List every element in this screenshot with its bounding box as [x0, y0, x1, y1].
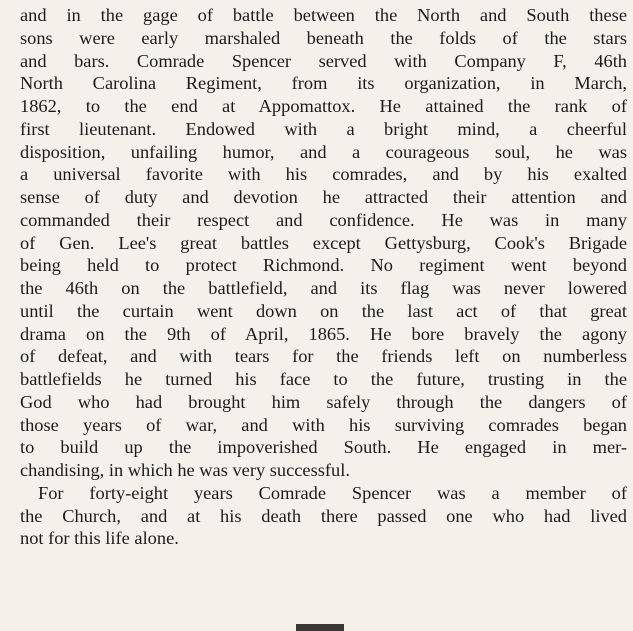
text-line: not for this life alone.: [20, 528, 179, 549]
text-line: to build up the impoverished South. He engaged in mer-: [20, 437, 627, 458]
text-line: those years of war, and with his surviving comrades began: [20, 414, 627, 435]
text-line: God who had brought him safely through the dangers of: [20, 391, 627, 412]
text-line: chandising, in which he was very successful.: [20, 460, 350, 480]
text-line: commanded their respect and confidence. He was in many: [20, 209, 627, 230]
text-line: sons were early marshaled beneath the folds of the stars: [20, 27, 627, 48]
text-line: until the curtain went down on the last act of that great: [20, 300, 627, 321]
text-line: first lieutenant. Endowed with a bright mind, a cheerful: [20, 118, 627, 139]
section-divider-ornament: [296, 624, 344, 631]
text-line: of Gen. Lee's great battles except Gettysburg, Cook's Brigade: [20, 232, 627, 253]
text-line: being held to protect Richmond. No regiment went beyond: [20, 255, 627, 276]
text-line: of defeat, and with tears for the friends left on numberless: [20, 346, 627, 367]
text-line: the 46th on the battlefield, and its flag was never lowered: [20, 278, 627, 298]
text-line: and bars. Comrade Spencer served with Company F, 46th: [20, 50, 627, 71]
text-line: the Church, and at his death there passed one who had lived: [20, 505, 627, 526]
text-line: and in the gage of battle between the North and South these: [20, 5, 627, 25]
text-line: For forty-eight years Comrade Spencer was a member of: [38, 482, 627, 503]
text-line: drama on the 9th of April, 1865. He bore bravely the agony: [20, 323, 627, 344]
text-line: battlefields he turned his face to the future, trusting in the: [20, 369, 627, 389]
text-line: 1862, to the end at Appomattox. He attained the rank of: [20, 96, 627, 116]
text-line: a universal favorite with his comrades, and by his exalted: [20, 164, 627, 185]
text-line: North Carolina Regiment, from its organization, in March,: [20, 73, 627, 94]
text-line: sense of duty and devotion he attracted their attention and: [20, 187, 627, 207]
text-line: disposition, unfailing humor, and a courageous soul, he was: [20, 141, 627, 162]
paragraph-2: [20, 482, 627, 550]
paragraph-1: [20, 4, 627, 482]
